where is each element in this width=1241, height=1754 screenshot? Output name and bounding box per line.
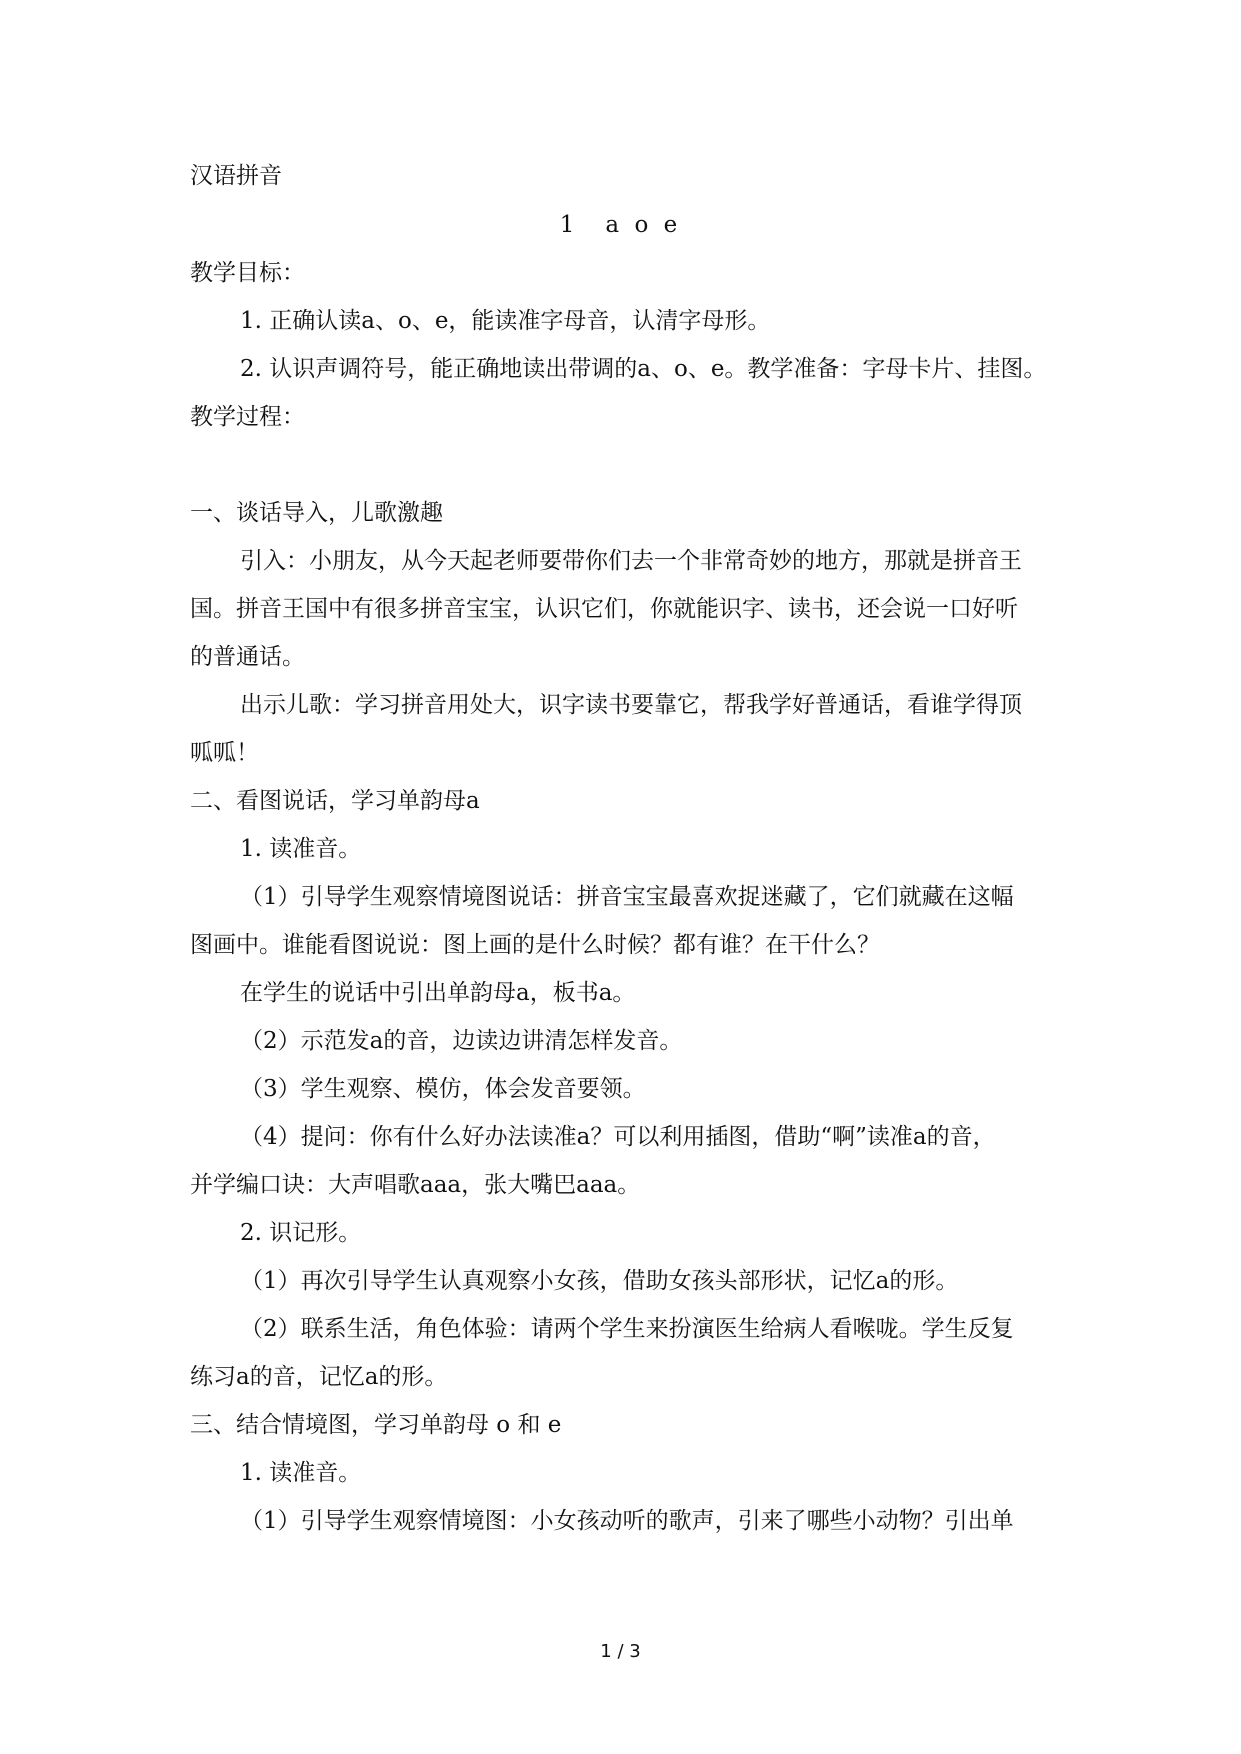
- heading-goals: 教学目标：: [190, 260, 305, 286]
- paragraph-line: 在学生的说话中引出单韵母a，板书a。: [240, 980, 636, 1006]
- paragraph-line: （2）示范发a的音，边读边讲清怎样发音。: [240, 1028, 683, 1054]
- paragraph-line: （1）引导学生观察情境图说话：拼音宝宝最喜欢捉迷藏了，它们就藏在这幅: [240, 884, 1014, 910]
- paragraph-line: 引入：小朋友，从今天起老师要带你们去一个非常奇妙的地方，那就是拼音王: [240, 548, 1022, 574]
- paragraph-line: （4）提问：你有什么好办法读准a？可以利用插图，借助“啊”读准a的音，: [240, 1124, 996, 1150]
- paragraph-line: （3）学生观察、模仿，体会发音要领。: [240, 1076, 646, 1102]
- paragraph-line: （1）引导学生观察情境图：小女孩动听的歌声，引来了哪些小动物？引出单: [240, 1508, 1014, 1534]
- section-heading: 三、结合情境图，学习单韵母 o 和 e: [190, 1412, 562, 1438]
- section-heading: 二、看图说话，学习单韵母a: [190, 788, 480, 814]
- step-heading: 1. 读准音。: [240, 1460, 362, 1486]
- lesson-title: 1 a o e: [559, 212, 682, 238]
- paragraph-line: 呱呱！: [190, 740, 259, 766]
- step-heading: 2. 识记形。: [240, 1220, 362, 1246]
- step-heading: 1. 读准音。: [240, 836, 362, 862]
- paragraph-line: （1）再次引导学生认真观察小女孩，借助女孩头部形状，记忆a的形。: [240, 1268, 959, 1294]
- section-heading: 一、谈话导入，儿歌激趣: [190, 500, 443, 526]
- paragraph-line: 出示儿歌：学习拼音用处大，识字读书要靠它，帮我学好普通话，看谁学得顶: [240, 692, 1022, 718]
- paragraph-line: （2）联系生活，角色体验：请两个学生来扮演医生给病人看喉咙。学生反复: [240, 1316, 1014, 1342]
- paragraph-line: 练习a的音，记忆a的形。: [190, 1364, 448, 1390]
- page-number: 1 / 3: [600, 1641, 641, 1662]
- paragraph-line: 的普通话。: [190, 644, 305, 670]
- goal-item: 1. 正确认读a、o、e，能读准字母音，认清字母形。: [240, 308, 771, 334]
- paragraph-line: 并学编口诀：大声唱歌aaa，张大嘴巴aaa。: [190, 1172, 641, 1198]
- heading-process: 教学过程：: [190, 404, 305, 430]
- paragraph-line: 图画中。谁能看图说说：图上画的是什么时候？都有谁？在干什么？: [190, 932, 880, 958]
- goal-item: 2. 认识声调符号，能正确地读出带调的a、o、e。教学准备：字母卡片、挂图。: [240, 356, 1047, 382]
- paragraph-line: 国。拼音王国中有很多拼音宝宝，认识它们，你就能识字、读书，还会说一口好听: [190, 596, 1018, 622]
- section-header: 汉语拼音: [190, 163, 282, 189]
